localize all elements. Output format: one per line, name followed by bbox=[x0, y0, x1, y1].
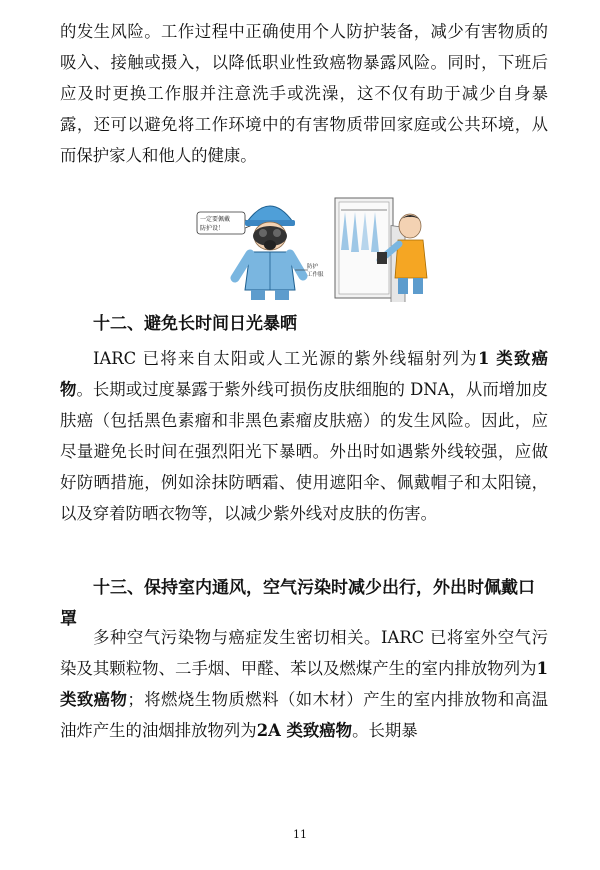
label-text-2: 工作服 bbox=[307, 272, 324, 278]
page-number: 11 bbox=[293, 828, 307, 841]
s13-bold-term-2: 2A 类致癌物 bbox=[256, 721, 353, 740]
section-12-paragraph bbox=[60, 343, 548, 529]
section-13-heading: 十三、保持室内通风，空气污染时减少出行，外出时佩戴口罩 bbox=[60, 578, 535, 629]
s12-bold-term: 1 类致癌物 bbox=[60, 349, 548, 399]
paragraph-occupational-protection: 的发生风险。工作过程中正确使用个人防护装备，减少有害物质的吸入、接触或摄入，以降低职业性致癌物暴露风险。同时，下班后应及时更换工作服并注意洗手或洗澡，这不仅有助于减少自身暴露，还可以避免将工作环境中的有害物质带回家庭或公共环境，从而保护家人和他人的健康。 bbox=[60, 22, 548, 165]
s12-text-a: IARC 已将来自太阳或人工光源的紫外线辐射列为 bbox=[93, 349, 478, 368]
protective-equipment-illustration bbox=[195, 190, 430, 302]
s13-text-c: 。长期暴 bbox=[352, 721, 418, 740]
illustration-svg bbox=[195, 190, 430, 302]
s13-text-b: ；将燃烧生物质燃料（如木材）产生的室内排放物和高温油炸产生的油烟排放物列为 bbox=[60, 690, 549, 740]
s12-text-b: 。长期或过度暴露于紫外线可损伤皮肤细胞的 DNA，从而增加皮肤癌（包括黑色素瘤和非黑色素瘤皮肤癌）的发生风险。因此，应尽量避免长时间在强烈阳光下暴晒。外出时如遇紫外线较强，应做好防晒措施，例如涂抹防晒霜、使用遮阳伞、佩戴帽子和太阳镜，以及穿着防晒衣物等，以减少紫外线对皮肤的伤害。 bbox=[60, 380, 549, 523]
label-text-1: 防护 bbox=[307, 264, 319, 270]
s13-bold-term-1: 1 类致癌物 bbox=[60, 659, 548, 709]
s13-text-a: 多种空气污染物与癌症发生密切相关。IARC 已将室外空气污染及其颗粒物、二手烟、甲醛、苯以及燃煤产生的室内排放物列为 bbox=[60, 628, 548, 678]
section-12-heading: 十二、避免长时间日光暴晒 bbox=[93, 314, 297, 334]
bubble-text-1: 一定要佩戴 bbox=[200, 216, 231, 223]
bubble-text-2: 防护设！ bbox=[200, 225, 225, 232]
worker-with-respirator bbox=[235, 206, 324, 300]
section-13-paragraph bbox=[60, 622, 548, 746]
